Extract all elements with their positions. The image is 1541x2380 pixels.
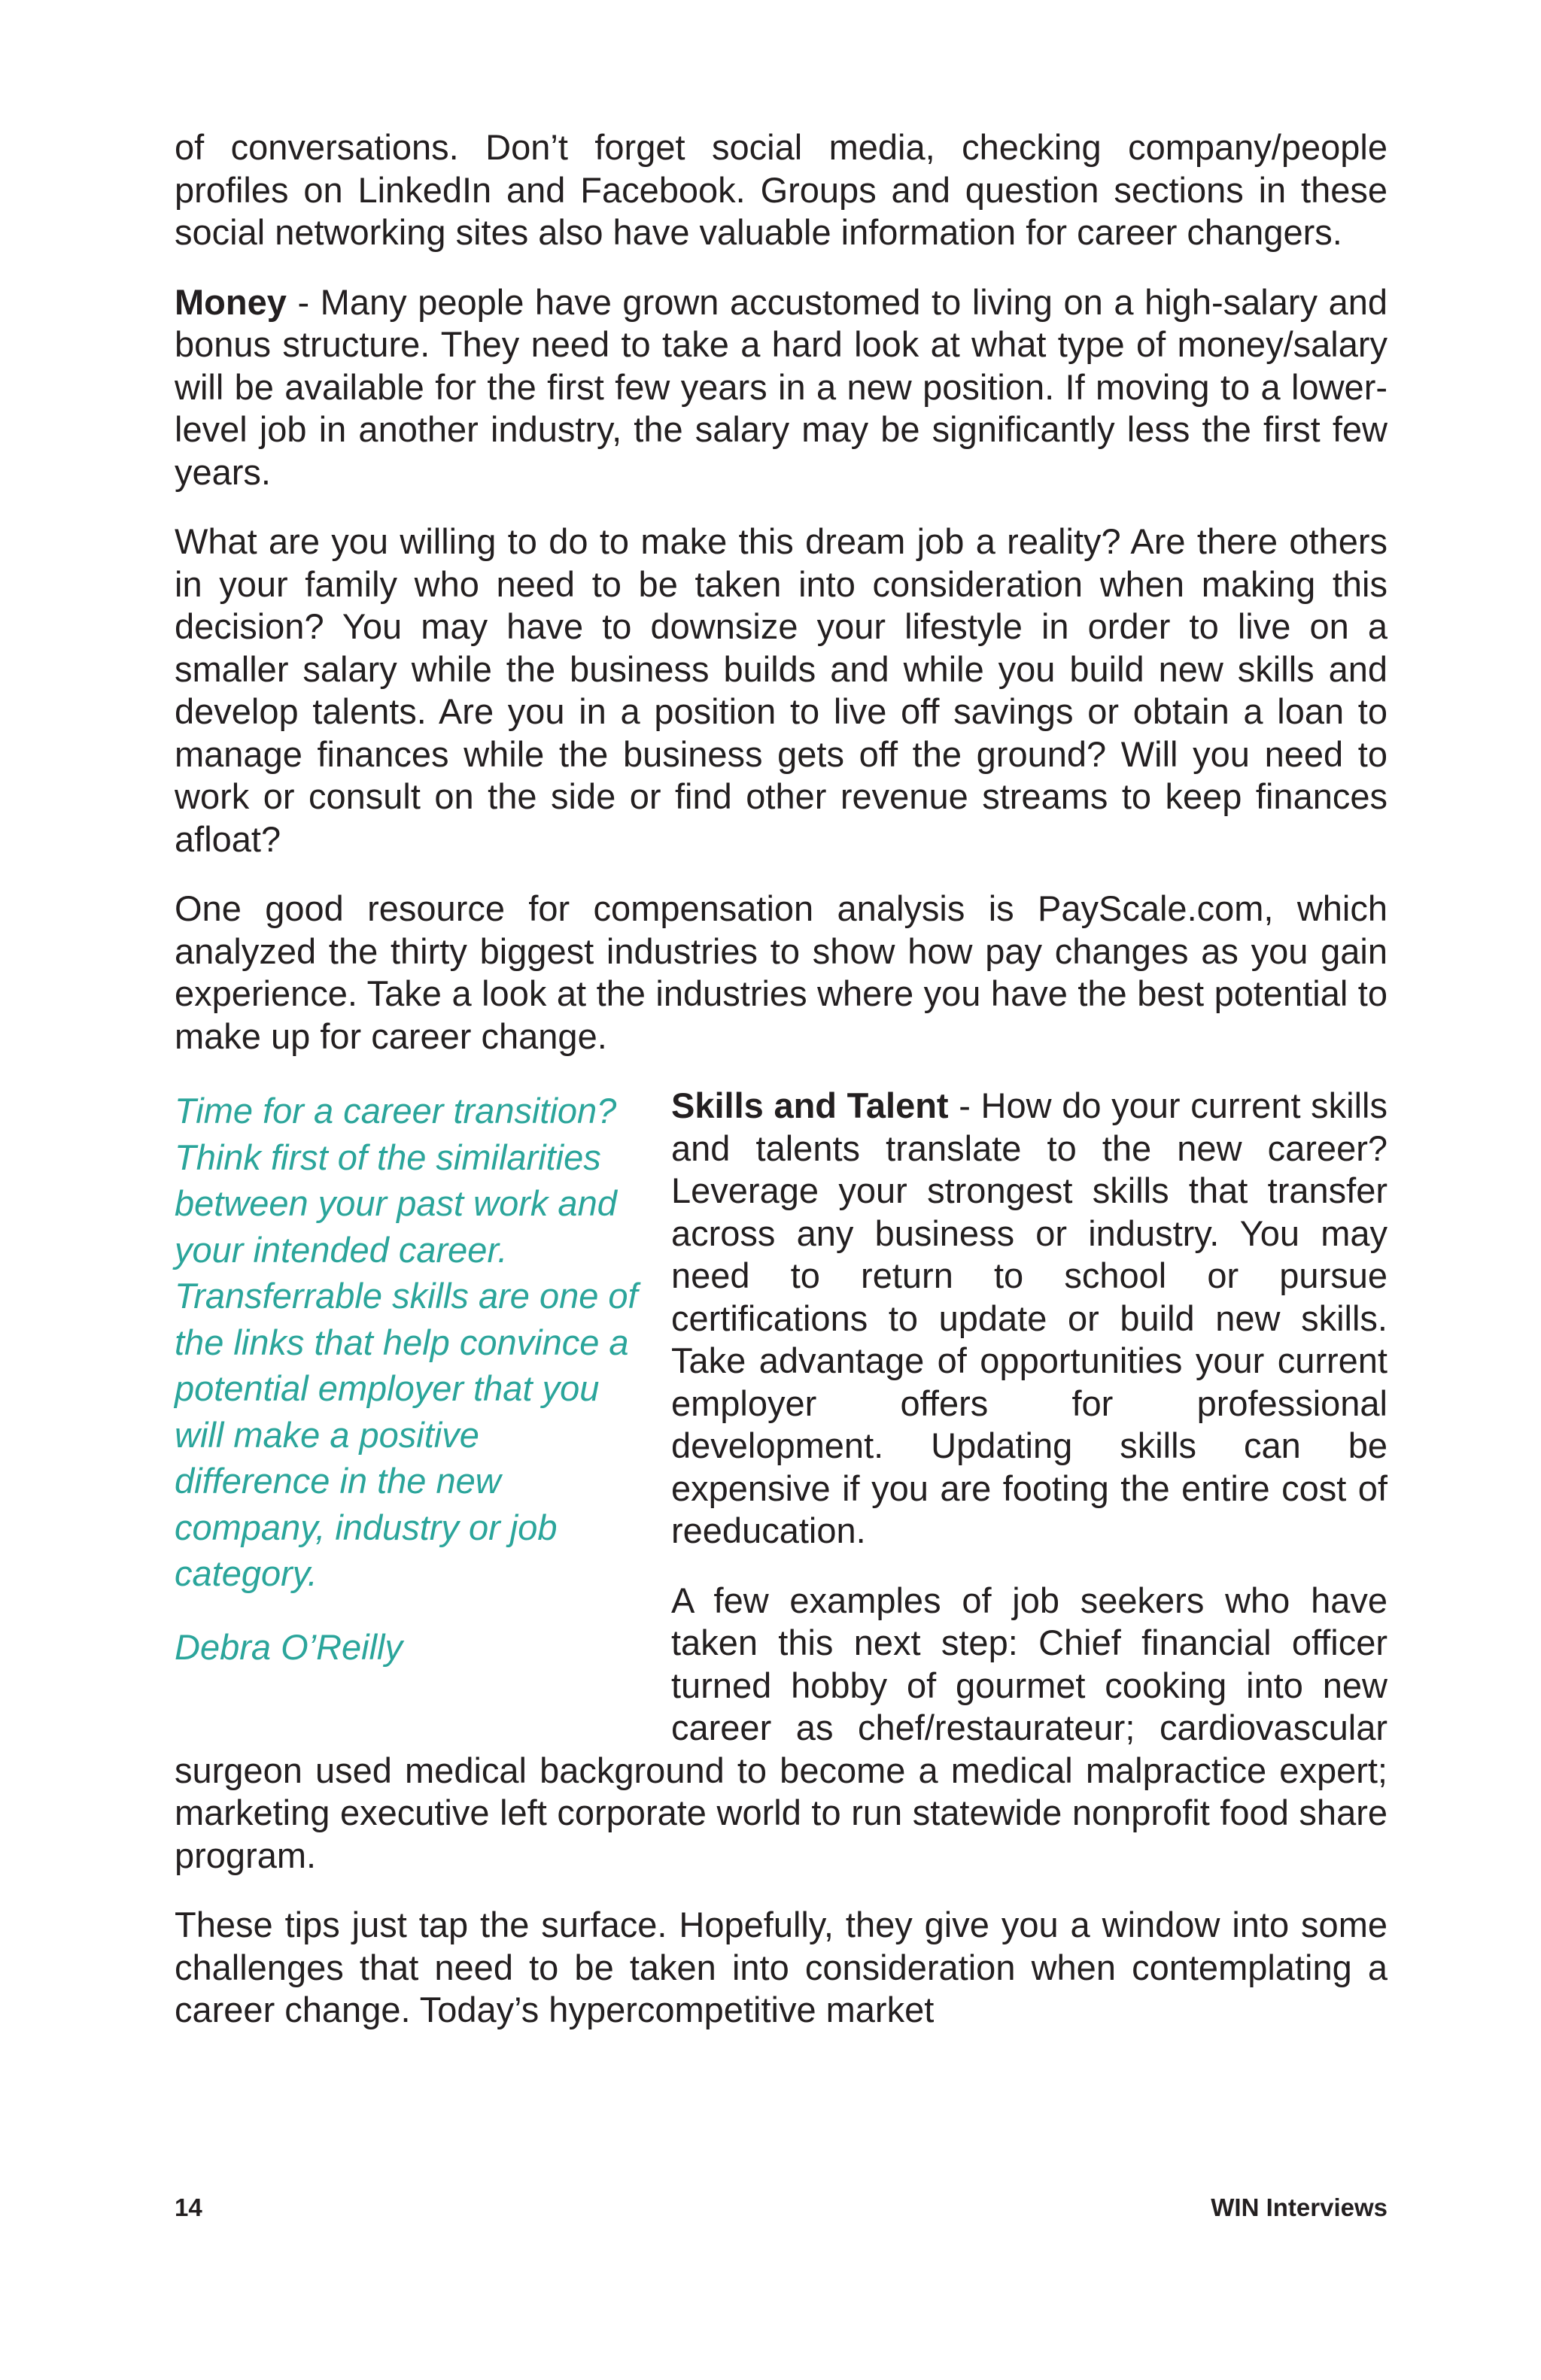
skills-text: - How do your current skills and talents translate to the new career? Leverage your strongest skills that transfer across any business or industry. You may need to return to school or pursue certifications to update or build new skills. Take advantage of opportunities your current employer offers for professional development. Updating skills can be expensive if you are footing the entire cost of reeducation. — [671, 1085, 1388, 1550]
publication-name: WIN Interviews — [1211, 2193, 1388, 2221]
paragraph-tips: These tips just tap the surface. Hopefully, they give you a window into some challenges that need to be taken into consideration when contemplating a career change. Today’s hypercompetitive market — [175, 1905, 1388, 2029]
pull-quote-text: Time for a career transition? Think first of the similarities between your past work and your intended career. Transferrable skills are one of the links that help convince a potential employer that you will make a positive difference in the new company, industry or job category. — [175, 1091, 638, 1593]
page-content — [175, 126, 1388, 2059]
money-heading: Money — [175, 281, 287, 322]
paragraph-payscale: One good resource for compensation analysis is PayScale.com, which analyzed the thirty biggest industries to show how pay changes as you gain experience. Take a look at the industries where you have the best potential to make up for career change. — [175, 888, 1388, 1056]
skills-heading: Skills and Talent — [671, 1085, 949, 1125]
pull-quote — [175, 1088, 641, 1697]
money-text: - Many people have grown accustomed to living on a high-salary and bonus structure. They need to take a hard look at what type of money/salary will be available for the first few years in a new position. If moving to a lower-level job in another industry, the salary may be significantly less the first few years. — [175, 281, 1388, 492]
paragraph-intro: of conversations. Don’t forget social media, checking company/people profiles on LinkedIn and Facebook. Groups and question sections in these social networking sites also have valuable information for career changers. — [175, 127, 1388, 252]
paragraph-money — [175, 281, 1388, 494]
page-footer — [175, 2193, 1388, 2222]
paragraph-dream-job: What are you willing to do to make this dream job a reality? Are there others in your family who need to be taken into consideration when making this decision? You may have to downsize your lifestyle in order to live on a smaller salary while the business builds and while you build new skills and develop talents. Are you in a position to live off savings or obtain a loan to manage finances while the business gets off the ground? Will you need to work or consult on the side or find other revenue streams to keep finances afloat? — [175, 521, 1388, 859]
paragraph-examples: A few examples of job seekers who have taken this next step: Chief financial officer turned hobby of gourmet cooking into new career as chef/restaurateur; cardiovascular surgeon used medical background to become a medical malpractice expert; marketing executive left corporate world to run statewide nonprofit food share program. — [175, 1580, 1388, 1875]
page-number: 14 — [175, 2193, 202, 2221]
pull-quote-author: Debra O’Reilly — [175, 1626, 403, 1667]
